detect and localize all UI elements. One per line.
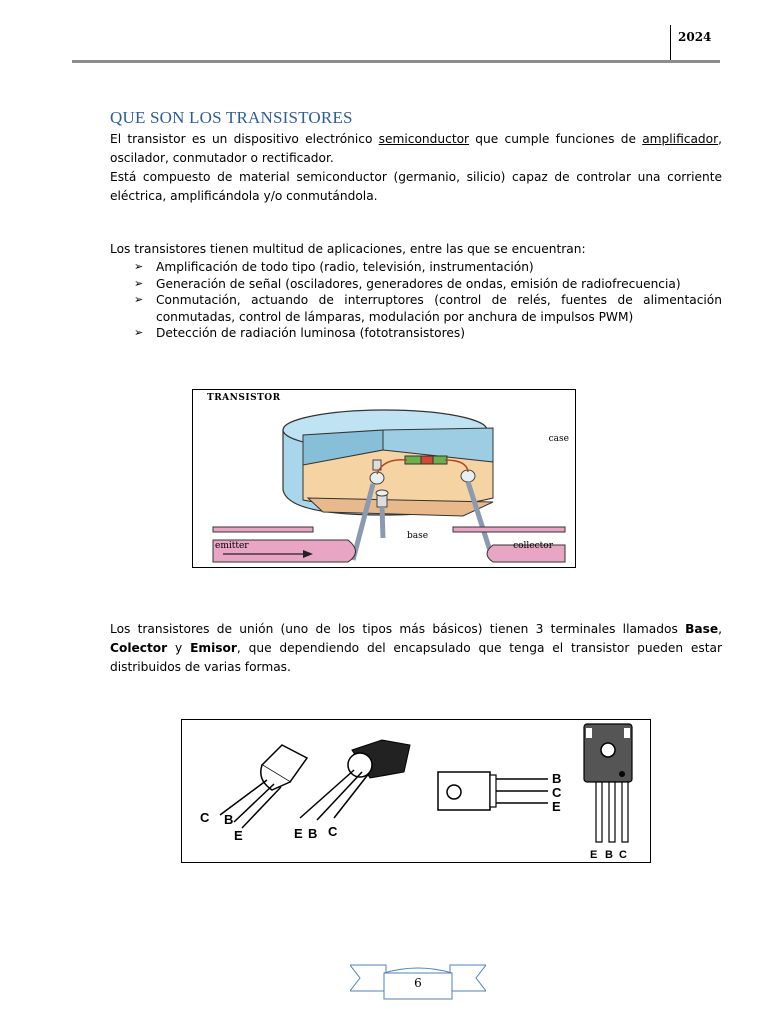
list-item-text: Amplificación de todo tipo (radio, televisión, instrumentación)	[156, 260, 534, 274]
list-item-text: Generación de señal (osciladores, generadores de ondas, emisión de radiofrecuencia)	[156, 276, 681, 291]
emitter-label: emitter	[215, 541, 249, 551]
transistor-diagram	[192, 389, 576, 568]
list-item	[132, 259, 722, 276]
page-number: 6	[414, 976, 422, 990]
transistor-diagram-svg	[193, 390, 575, 567]
pkg1-e-label: E	[234, 828, 243, 843]
arrow-bullet-icon: ➢	[134, 326, 144, 339]
junction-paragraph	[110, 620, 722, 677]
section-title: QUE SON LOS TRANSISTORES	[110, 108, 353, 127]
emisor-term: Emisor	[190, 641, 237, 655]
arrow-bullet-icon: ➢	[134, 293, 144, 306]
list-item	[132, 276, 722, 293]
base-post-top	[376, 490, 388, 496]
base-lead	[382, 507, 383, 538]
arrow-bullet-icon: ➢	[134, 276, 144, 290]
junction-text: ,	[718, 622, 722, 636]
emitter-track	[213, 527, 313, 532]
list-item	[132, 292, 722, 325]
package-to92-a	[200, 745, 307, 843]
junction-text: y	[167, 641, 191, 655]
pkg3-e-label: E	[552, 799, 561, 814]
collector-track	[453, 527, 565, 532]
intro-paragraph-1	[110, 130, 722, 168]
pkg4-c-label: C	[619, 849, 627, 861]
pkg1-c-label: C	[200, 810, 210, 825]
pkg2-b-label: B	[308, 826, 318, 841]
arrow-bullet-icon: ➢	[134, 260, 144, 273]
pkg3-b-label: B	[552, 771, 562, 786]
amplificador-link[interactable]: amplificador	[642, 132, 719, 146]
package-to126	[438, 771, 562, 814]
list-item-text: Detección de radiación luminosa (fototransistores)	[156, 326, 465, 340]
case-label: case	[548, 434, 569, 444]
intro-text: , oscilador, conmutador o rectificador.	[110, 132, 722, 165]
pkg2-e-label: E	[294, 826, 303, 841]
packages-svg	[182, 720, 650, 862]
header-year: 2024	[678, 30, 712, 44]
chip-green-2	[433, 456, 447, 464]
intro-text: El transistor es un dispositivo electrónico	[110, 132, 379, 146]
list-item-text: Conmutación, actuando de interruptores (control de relés, fuentes de alimentación conmutadas, control de lámparas, modulación por anchura de impulsos PWM)	[156, 293, 722, 324]
base-term: Base	[685, 622, 719, 636]
pkg1-b-label: B	[224, 812, 234, 827]
header-rule	[72, 60, 720, 63]
pkg3-c-label: C	[552, 785, 562, 800]
package-to220	[584, 724, 632, 861]
applications-list	[132, 259, 722, 342]
package-to92-b	[294, 740, 410, 841]
collector-label: collector	[513, 541, 553, 551]
colector-term: Colector	[110, 641, 168, 655]
list-item	[132, 325, 722, 342]
intro-paragraph-2: Está compuesto de material semiconductor (germanio, silicio) capaz de controlar una corriente eléctrica, amplificándola y/o conmutándola.	[110, 170, 722, 203]
pkg2-c-label: C	[328, 824, 338, 839]
applications-lead: Los transistores tienen multitud de aplicaciones, entre las que se encuentran:	[110, 242, 586, 256]
pkg4-b-label: B	[605, 849, 613, 861]
pkg4-e-label: E	[590, 849, 598, 861]
header-divider	[670, 25, 671, 61]
semiconductor-link[interactable]: semiconductor	[378, 132, 470, 146]
transistor-packages-figure	[181, 719, 651, 863]
intro-text: que cumple funciones de	[469, 132, 643, 146]
junction-text: Los transistores de unión (uno de los tipos más básicos) tienen 3 terminales llamados	[110, 622, 686, 636]
junction-text: , que dependiendo del encapsulado que tenga el transistor pueden estar distribuidos de varias formas.	[110, 641, 722, 674]
base-label: base	[407, 531, 429, 541]
diagram-title: TRANSISTOR	[207, 393, 281, 403]
